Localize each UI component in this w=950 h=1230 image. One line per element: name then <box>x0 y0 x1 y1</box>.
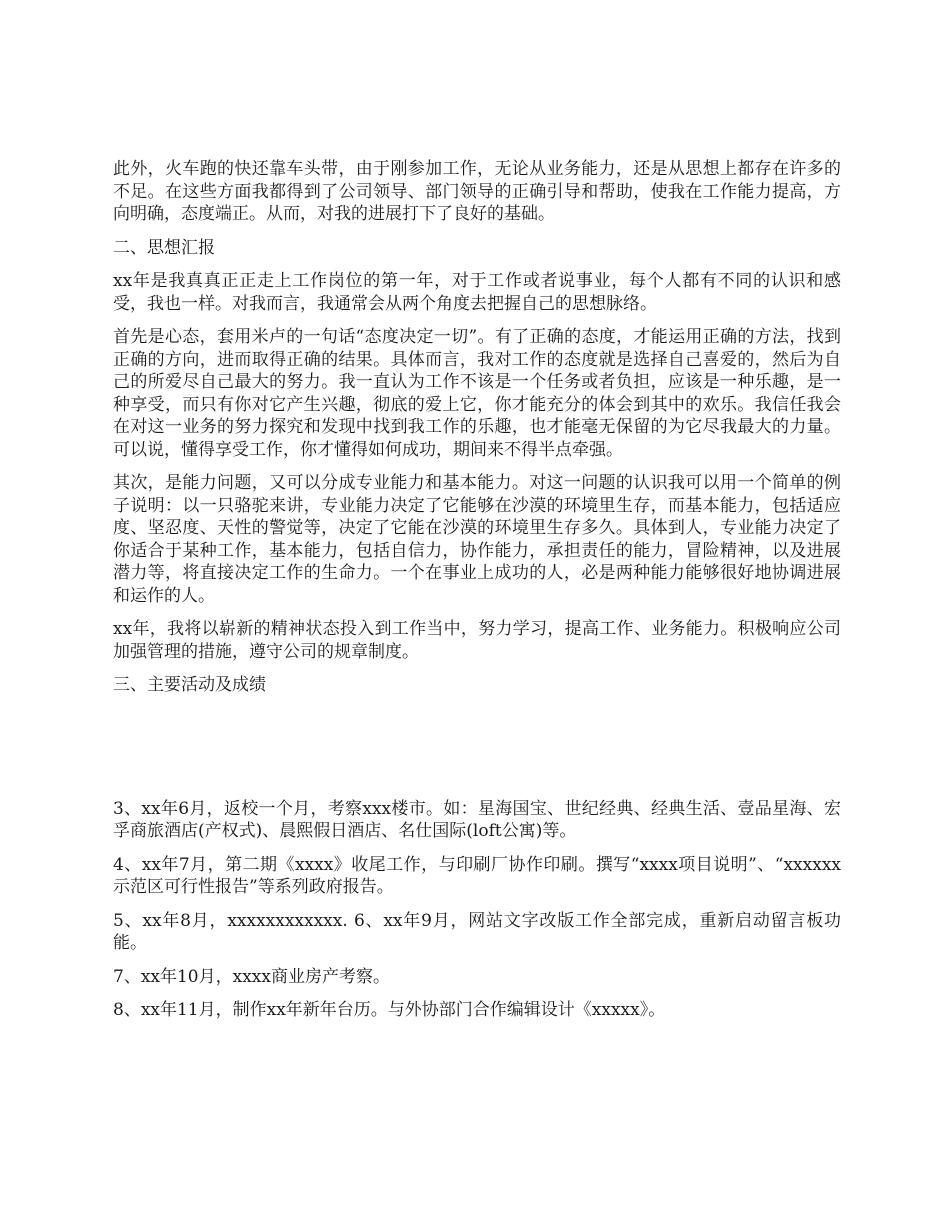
activity-item: 8、xx年11月，制作xx年新年台历。与外协部门合作编辑设计《xxxxx》。 <box>113 1000 666 1020</box>
paragraph: xx年，我将以崭新的精神状态投入到工作当中，努力学习，提高工作、业务能力。积极响应公司加强管理的措施，遵守公司的规章制度。 <box>113 619 841 662</box>
intro-paragraph: 此外，火车跑的快还靠车头带，由于刚参加工作，无论从业务能力，还是从思想上都存在许多的不足。在这些方面我都得到了公司领导、部门领导的正确引导和帮助，使我在工作能力提高，方向明确，态度端正。从而，对我的进展打下了良好的基础。 <box>113 159 841 224</box>
paragraph: 首先是心态，套用米卢的一句话“态度决定一切”。有了正确的态度，才能运用正确的方法，找到正确的方向，进而取得正确的结果。具体而言，我对工作的态度就是选择自己喜爱的，然后为自己的所爱尽自己最大的努力。我一直认为工作不该是一个任务或者负担，应该是一种乐趣，是一种享受，而只有你对它产生兴趣，彻底的爱上它，你才能充分的体会到其中的欢乐。我信任我会在对这一业务的努力探究和发现中找到我工作的乐趣，也才能毫无保留的为它尽我最大的力量。可以说，懂得享受工作，你才懂得如何成功，期间来不得半点牵强。 <box>113 327 841 460</box>
activity-item: 3、xx年6月，返校一个月，考察xxx楼市。如：星海国宝、世纪经典、经典生活、壹品星海、宏孚商旅酒店(产权式)、晨熙假日酒店、名仕国际(loft公寓)等。 <box>113 798 841 841</box>
activity-item: 5、xx年8月，xxxxxxxxxxxx. 6、xx年9月，网站文字改版工作全部完成，重新启动留言板功能。 <box>113 910 841 953</box>
blank-space <box>113 708 841 798</box>
section-heading-main-activities: 三、主要活动及成绩 <box>113 675 266 695</box>
paragraph: 其次，是能力问题，又可以分成专业能力和基本能力。对这一问题的认识我可以用一个简单的例子说明：以一只骆驼来讲，专业能力决定了它能够在沙漠的环境里生存，而基本能力，包括适应度、坚忍度、天性的警觉等，决定了它能在沙漠的环境里生存多久。具体到人，专业能力决定了你适合于某种工作，基本能力，包括自信力，协作能力，承担责任的能力，冒险精神，以及进展潜力等，将直接决定工作的生命力。一个在事业上成功的人，必是两种能力能够很好地协调进展和运作的人。 <box>113 473 841 606</box>
activity-item: 7、xx年10月，xxxx商业房产考察。 <box>113 966 390 987</box>
document-body <box>113 158 841 1033</box>
activity-item: 4、xx年7月，第二期《xxxx》收尾工作，与印刷厂协作印刷。撰写“xxxx项目说明”、“xxxxxx示范区可行性报告”等系列政府报告。 <box>113 854 841 897</box>
paragraph: xx年是我真真正正走上工作岗位的第一年，对于工作或者说事业，每个人都有不同的认识和感受，我也一样。对我而言，我通常会从两个角度去把握自己的思想脉络。 <box>113 271 841 314</box>
section-heading-thought-report: 二、思想汇报 <box>113 237 215 258</box>
